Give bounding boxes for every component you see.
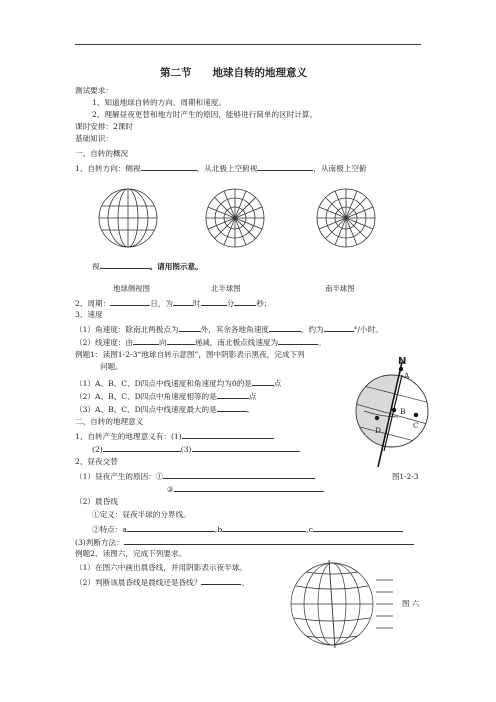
rotation-direction-line — [75, 162, 367, 174]
linear-b: 向 — [159, 338, 167, 347]
blank-linear-pole[interactable] — [278, 336, 318, 345]
period-line — [75, 297, 271, 309]
blank-dn-cause-2[interactable] — [174, 483, 324, 492]
day-night-cause-2 — [167, 483, 324, 495]
schedule: 课时安排：2课时 — [75, 122, 133, 131]
period-day: 日，为 — [150, 299, 173, 308]
requirement-1: 1、知道地球自转的方向、周期和速度。 — [92, 98, 226, 107]
figure-1-2-3-caption: 图1-2-3 — [392, 472, 419, 481]
requirement-2: 2、理解昼夜更替和地方时产生的原因，能够进行简单的区时计算。 — [92, 110, 318, 119]
judge-text: (3)判断方法： — [75, 538, 124, 547]
point-c-label: C — [413, 421, 419, 430]
globe-south-hemisphere — [315, 187, 377, 249]
ex2-q2-text: （2）判断该晨昏线是晨线还是昏线？ — [75, 578, 202, 587]
significance-line-2 — [92, 443, 300, 455]
blank-feature-c[interactable] — [313, 523, 403, 532]
section-2-heading: 二、自转的地理意义 — [75, 417, 144, 426]
terminator-definition: ①定义：昼夜半球的分界线。 — [92, 510, 191, 519]
blank-significance-1[interactable] — [182, 430, 274, 439]
day-night-heading: 2、昼夜交替 — [75, 457, 118, 466]
period-label: 2、周期： — [75, 299, 111, 308]
q2-text: （2）A、B、C、D四点中角速度相等的是 — [75, 392, 217, 401]
q3-text: （3）A、B、C、D四点中线速度最大的是 — [75, 405, 217, 414]
period-second: 秒； — [256, 299, 272, 308]
q2-end: 点 — [248, 392, 257, 401]
blank-period-seconds[interactable] — [234, 297, 256, 306]
linear-c: 递减，南北极点线速度为 — [194, 338, 279, 347]
judge-line — [75, 536, 414, 548]
blank-ex2-q2[interactable] — [201, 576, 241, 585]
angular-b: 外，其余各地角速度 — [200, 325, 269, 334]
blank-angular-pole[interactable] — [179, 323, 201, 332]
direction-north: ，从北极上空俯视 — [196, 164, 258, 173]
linear-speed-line — [75, 336, 326, 348]
blank-judge[interactable] — [124, 536, 414, 545]
blank-period-minutes[interactable] — [201, 297, 227, 306]
direction-side: 1、自转方向：侧视 — [75, 164, 141, 173]
requirements-heading: 测试要求： — [75, 86, 113, 95]
figure-rotation-diagram — [352, 355, 438, 480]
feature-a-text: ②特点：a — [92, 525, 127, 534]
point-b-label: B — [400, 407, 406, 416]
day-night-cause-1 — [75, 470, 315, 482]
view-word: 视 — [92, 262, 100, 271]
blank-dn-cause-1[interactable] — [163, 470, 315, 479]
question-3 — [75, 403, 254, 415]
example-2-heading: 例题2、读图六，完成下列要求。 — [75, 549, 187, 558]
q1-end: 点 — [273, 379, 282, 388]
caption-south: 南半球图 — [325, 284, 355, 293]
q3-end: 。 — [246, 405, 255, 414]
period-minute: 分 — [226, 299, 235, 308]
blank-q3[interactable] — [217, 403, 247, 412]
example-2-question-1: （1）在图六中画出晨昏线，并用阴影表示夜半球。 — [75, 563, 247, 572]
blank-significance-2[interactable] — [103, 443, 181, 452]
blank-linear-from[interactable] — [133, 336, 159, 345]
linear-a: （2）线速度：由 — [75, 338, 133, 347]
linear-d: 。 — [318, 338, 326, 347]
point-n-label: N — [398, 356, 407, 367]
terminator-heading: （2）晨昏线 — [75, 497, 118, 506]
speed-heading: 3、速度 — [75, 310, 103, 319]
dn-cause-text: （1）昼夜产生的原因：① — [75, 472, 164, 481]
significance-1: 1、自转产生的地理意义有：(1) — [75, 432, 182, 441]
question-2 — [75, 390, 256, 402]
feature-c-text: ,c — [306, 525, 313, 534]
example-2-question-2 — [75, 576, 249, 588]
section-1-heading: 一、自转的概况 — [75, 149, 129, 158]
blank-period-hours[interactable] — [173, 297, 193, 306]
blank-angular-equal[interactable] — [269, 323, 301, 332]
example-1-line-1: 例题1：读图1-2-3“地球自转示意图”，图中阴影表示黑夜，完成下列 — [75, 350, 305, 359]
significance-line-1 — [75, 430, 274, 442]
angular-c: ，约为 — [300, 325, 324, 334]
dn-cause-2-text: ② — [167, 485, 174, 494]
caption-side-view: 地球侧视图 — [113, 284, 150, 293]
view-line — [92, 260, 203, 272]
angular-speed-line — [75, 323, 383, 335]
basics-heading: 基础知识： — [75, 134, 113, 143]
direction-south: ，从南极上空俯 — [313, 164, 367, 173]
blank-feature-b[interactable] — [222, 523, 306, 532]
blank-significance-3[interactable] — [192, 443, 300, 452]
blank-q1[interactable] — [252, 377, 274, 386]
q1-text: （1）A、B、C、D四点中线速度和角速度均为0的是 — [75, 379, 252, 388]
globe-north-hemisphere — [204, 187, 266, 249]
blank-south-view[interactable] — [100, 260, 150, 269]
top-rule — [75, 44, 421, 45]
angular-d: °/小时。 — [353, 325, 383, 334]
draw-note: 。请用图示意。 — [149, 262, 203, 271]
figure-6-globe — [280, 556, 395, 656]
terminator-features — [92, 523, 403, 535]
blank-feature-a[interactable] — [127, 523, 215, 532]
caption-north: 北半球图 — [211, 284, 241, 293]
blank-side-view[interactable] — [141, 162, 197, 171]
period-hour: 时 — [193, 299, 201, 308]
question-1 — [75, 377, 282, 389]
blank-angular-value[interactable] — [324, 323, 354, 332]
feature-b-text: ,b — [214, 525, 223, 534]
figure-6-caption: 图 六 — [402, 599, 420, 608]
blank-period-days[interactable] — [110, 297, 150, 306]
significance-2: (2) — [92, 445, 103, 454]
example-1-line-2: 问题。 — [100, 362, 123, 371]
globe-side-view — [97, 187, 159, 249]
point-a-label: A — [404, 371, 410, 380]
ex2-q2-end: 。 — [241, 578, 249, 587]
blank-north-view[interactable] — [257, 162, 313, 171]
blank-linear-to[interactable] — [167, 336, 195, 345]
angular-a: （1）角速度：除南北两极点为 — [75, 325, 179, 334]
significance-3: (3) — [180, 445, 192, 454]
point-d-label: D — [375, 426, 381, 435]
blank-q2[interactable] — [217, 390, 249, 399]
page-title: 第二节 地球自转的地理意义 — [160, 67, 307, 79]
